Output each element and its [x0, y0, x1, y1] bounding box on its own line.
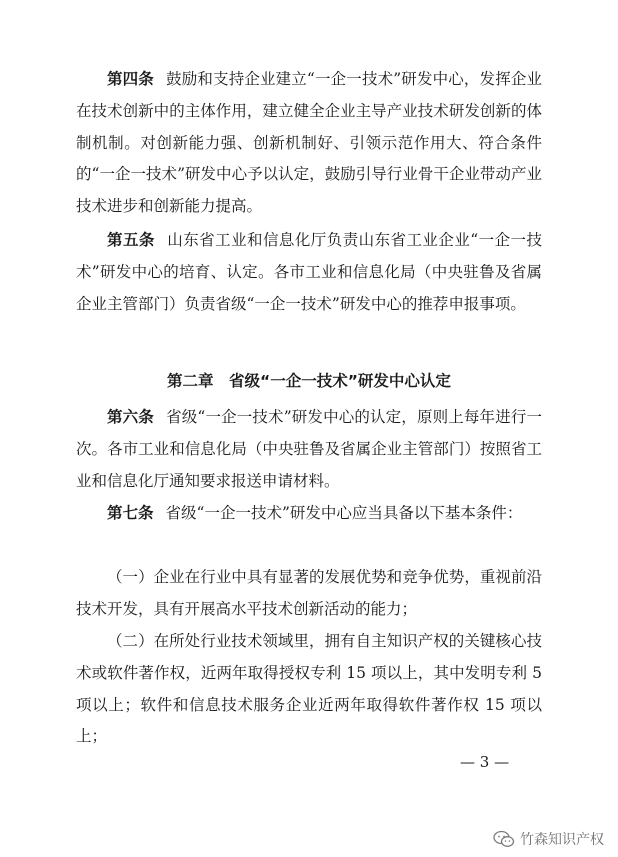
article-6	[76, 402, 542, 497]
article-text: 省级“一企一技术”研发中心的认定，原则上每年进行一次。各市工业和信息化局（中央驻鲁及省属企业主管部门）按照省工业和信息化厅通知要求报送申请材料。	[76, 408, 542, 490]
page-number: — 3 —	[460, 753, 510, 771]
article-number: 第六条	[107, 408, 154, 426]
article-7	[76, 498, 542, 530]
article-number: 第七条	[107, 504, 154, 522]
article-text: 鼓励和支持企业建立“一企一技术”研发中心，发挥企业在技术创新中的主体作用，建立健全企业主导产业技术研发创新的体制机制。对创新能力强、创新机制好、引领示范作用大、符合条件的“一企一技术”研发中心予以认定，鼓励引导行业骨干企业带动产业技术进步和创新能力提高。	[76, 70, 542, 216]
article-5	[76, 225, 542, 320]
watermark	[493, 829, 604, 849]
condition-1	[76, 562, 542, 626]
article-number: 第四条	[107, 70, 154, 88]
article-text: 山东省工业和信息化厅负责山东省工业企业“一企一技术”研发中心的培育、认定。各市工业和信息化局（中央驻鲁及省属企业主管部门）负责省级“一企一技术”研发中心的推荐申报事项。	[76, 231, 542, 313]
watermark-text: 竹森知识产权	[520, 832, 604, 848]
condition-text: （二）在所处行业技术领域里，拥有自主知识产权的关键核心技术或软件著作权，近两年取得授权专利 15 项以上，其中发明专利 5 项以上；软件和信息技术服务企业近两年取得软件著作权 15 项以上；	[76, 632, 542, 746]
condition-text: （一）企业在行业中具有显著的发展优势和竞争优势，重视前沿技术开发，具有开展高水平技术创新活动的能力；	[76, 568, 542, 618]
wechat-icon	[493, 830, 515, 848]
article-text: 省级“一企一技术”研发中心应当具备以下基本条件：	[165, 504, 523, 522]
condition-2	[76, 626, 542, 753]
article-number: 第五条	[107, 231, 155, 249]
article-4	[76, 64, 542, 223]
chapter-title: 第二章 省级“一企一技术”研发中心认定	[167, 372, 451, 390]
